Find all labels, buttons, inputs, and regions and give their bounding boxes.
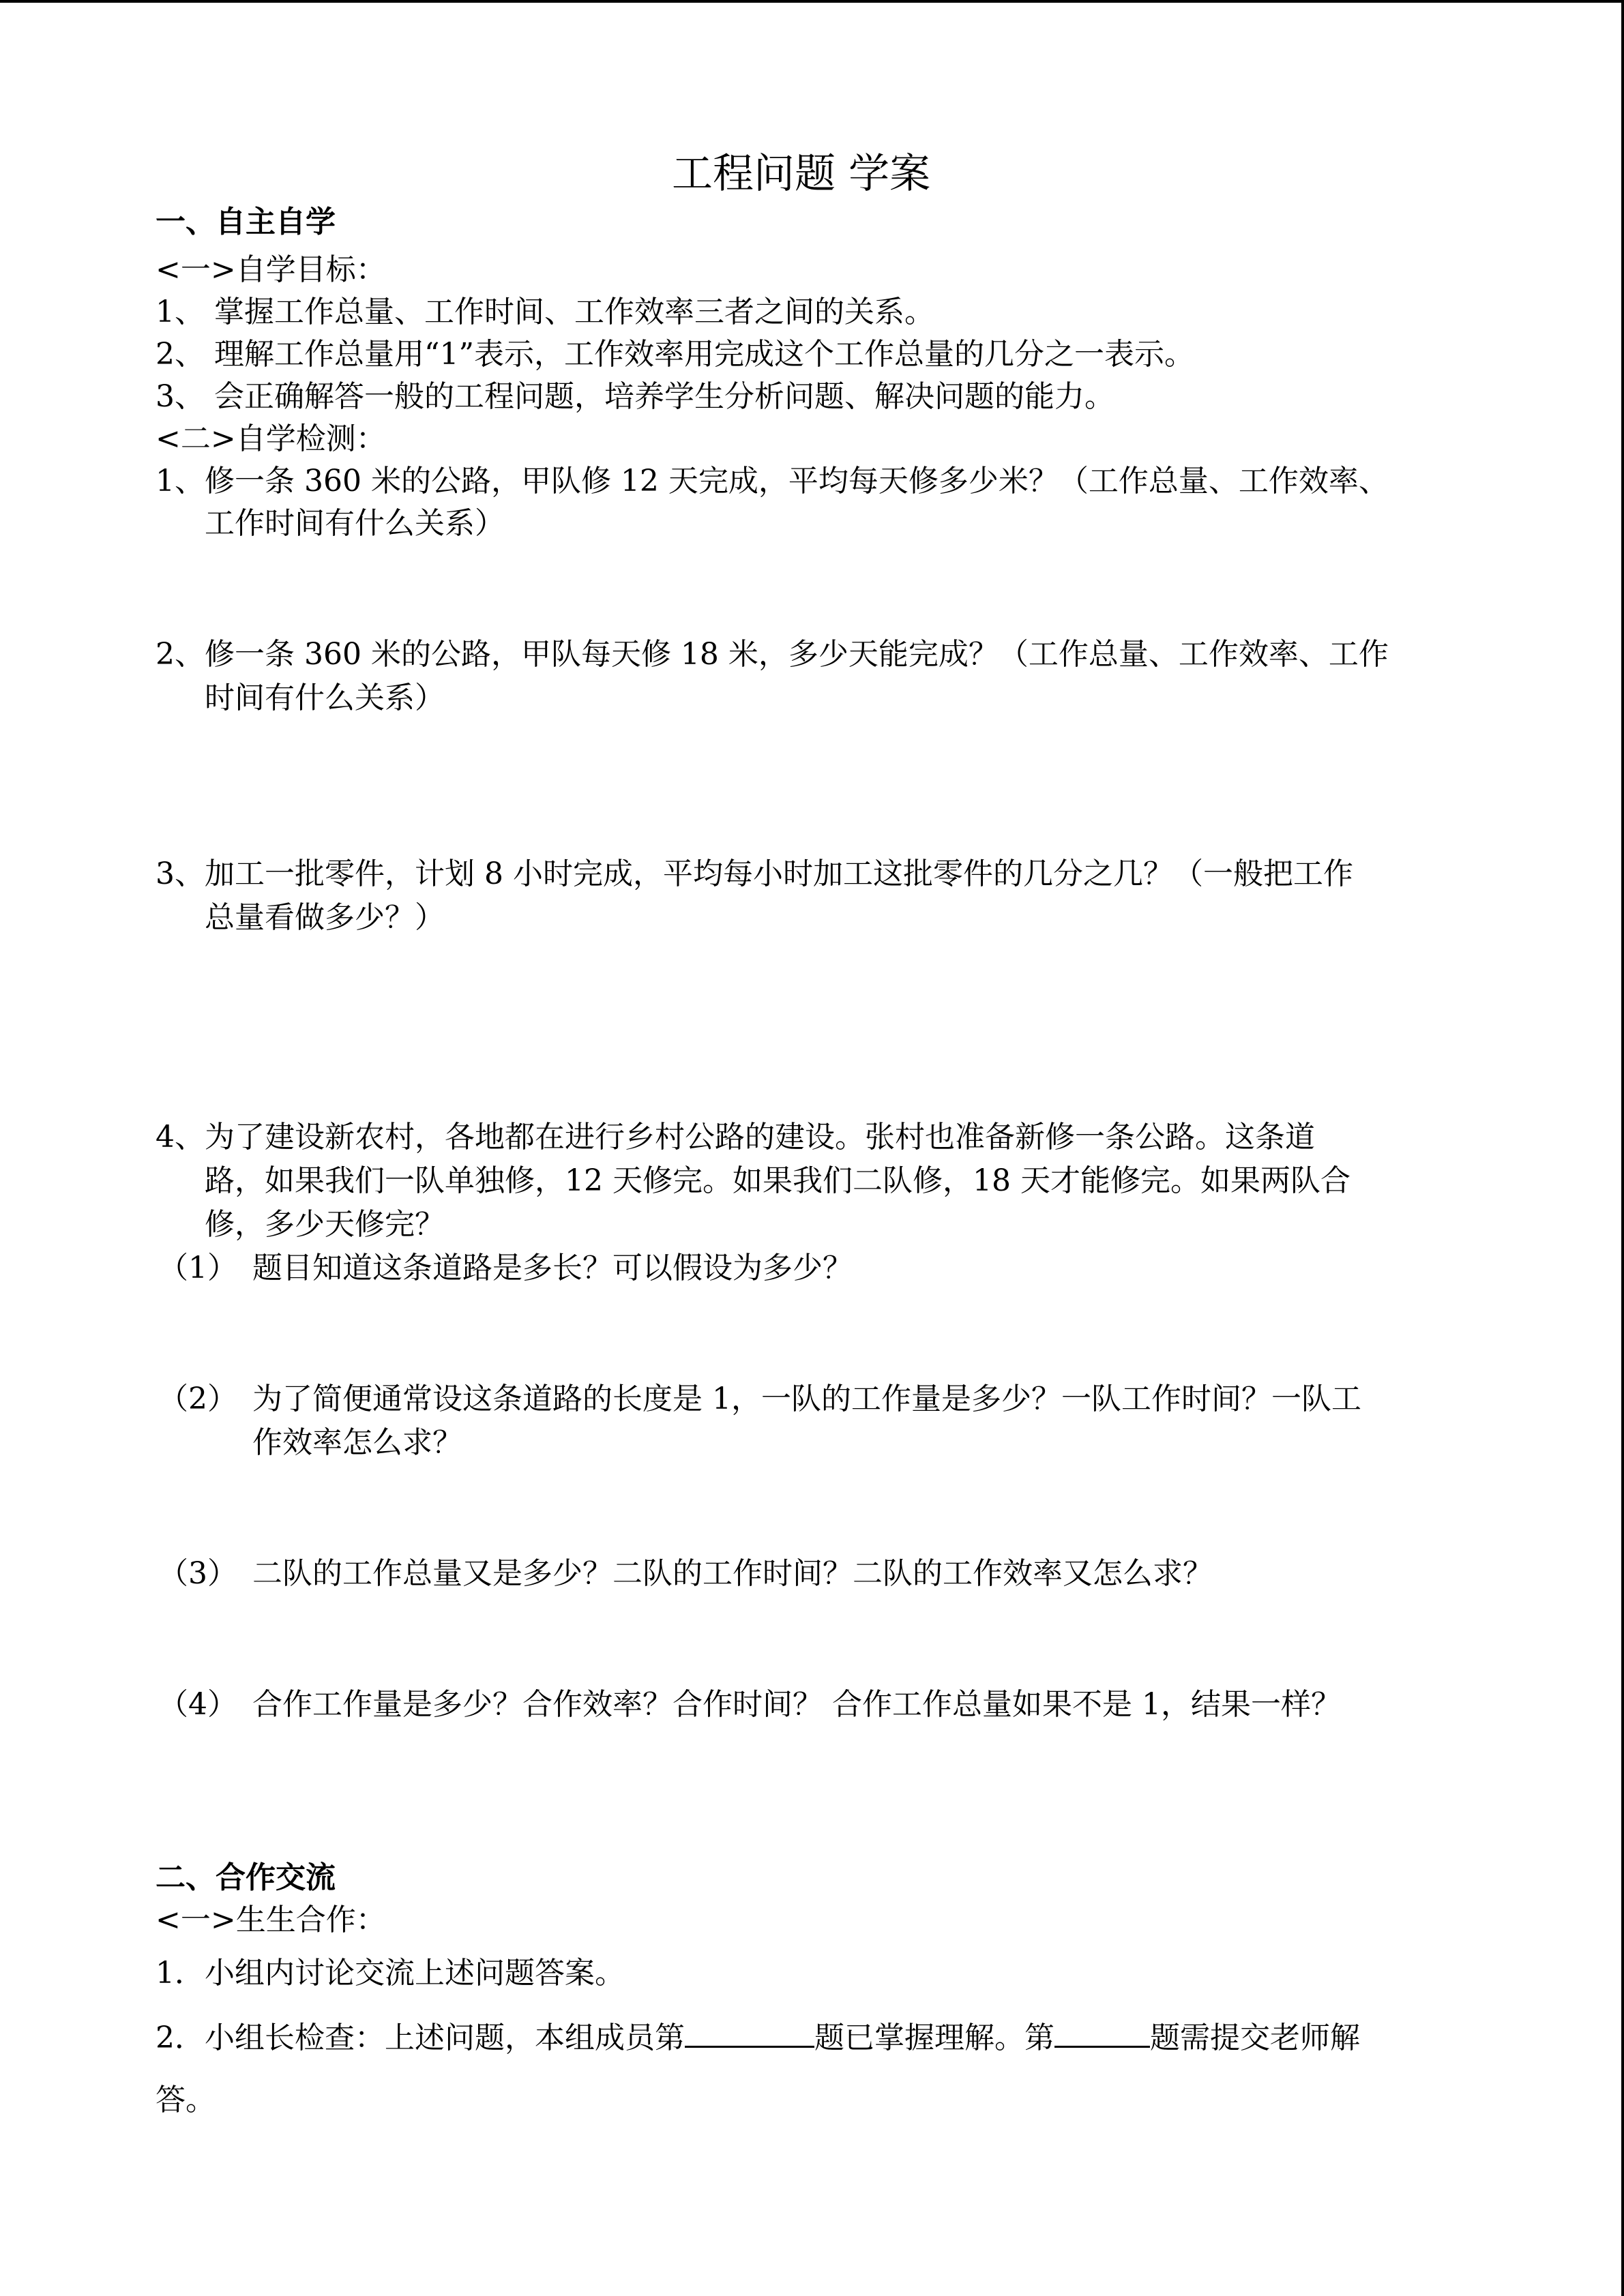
subquestion-number: （4）	[158, 1687, 237, 1722]
coop-label: <一>生生合作：	[156, 1903, 386, 1937]
question-4-line3: 修，多少天修完？	[205, 1207, 445, 1242]
subquestion-text: 合作工作量是多少？合作效率？合作时间？ 合作工作总量如果不是 1，结果一样？	[252, 1687, 1341, 1722]
section1-heading: 一、自主自学	[156, 205, 336, 239]
goal-item: 2、 理解工作总量用“1”表示，工作效率用完成这个工作总量的几分之一表示。	[156, 337, 1194, 372]
coop-item-2-text-c: 题需提交老师解	[1150, 2021, 1360, 2055]
page-title: 工程问题 学案	[672, 150, 931, 198]
coop-item-2-text-a: 2．小组长检查：上述问题，本组成员第	[156, 2021, 685, 2055]
coop-item-1: 1．小组内讨论交流上述问题答案。	[156, 1956, 625, 1991]
answer-blank-submit[interactable]	[1054, 2016, 1150, 2048]
goal-item: 3、 会正确解答一般的工程问题，培养学生分析问题、解决问题的能力。	[156, 379, 1114, 414]
subquestion-number: （1）	[158, 1251, 237, 1285]
subquestion-text: 为了简便通常设这条道路的长度是 1，一队的工作量是多少？一队工作时间？一队工	[252, 1382, 1361, 1416]
subquestion-number: （2）	[158, 1382, 237, 1416]
question-1-line1: 1、修一条 360 米的公路，甲队修 12 天完成，平均每天修多少米？（工作总量、工作效率、	[156, 464, 1389, 498]
test-label: <二>自学检测：	[156, 421, 386, 456]
question-1-line2: 工作时间有什么关系）	[205, 506, 505, 541]
question-2-line1: 2、修一条 360 米的公路，甲队每天修 18 米，多少天能完成？（工作总量、工作效率、工作	[156, 637, 1389, 672]
question-3-line2: 总量看做多少？）	[205, 900, 445, 935]
subquestion-text: 题目知道这条道路是多长？可以假设为多少？	[252, 1251, 853, 1285]
goals-label: <一>自学目标：	[156, 252, 386, 287]
coop-item-2-cont: 答。	[156, 2083, 216, 2117]
coop-item-2	[156, 2016, 1360, 2059]
question-4-line2: 路，如果我们一队单独修，12 天修完。如果我们二队修，18 天才能修完。如果两队合	[205, 1163, 1350, 1198]
subquestion-text-cont: 作效率怎么求？	[252, 1425, 462, 1460]
answer-blank-mastered[interactable]	[685, 2016, 814, 2048]
subquestion-number: （3）	[158, 1556, 237, 1591]
goal-item: 1、 掌握工作总量、工作时间、工作效率三者之间的关系。	[156, 295, 934, 329]
coop-item-2-text-b: 题已掌握理解。第	[814, 2021, 1054, 2055]
question-4-line1: 4、为了建设新农村，各地都在进行乡村公路的建设。张村也准备新修一条公路。这条道	[156, 1120, 1315, 1154]
subquestion-text: 二队的工作总量又是多少？二队的工作时间？二队的工作效率又怎么求？	[252, 1556, 1213, 1591]
page-border-right	[1621, 0, 1624, 2296]
question-2-line2: 时间有什么关系）	[205, 681, 445, 715]
page-border-top	[0, 0, 1624, 3]
section2-heading: 二、合作交流	[156, 1860, 336, 1895]
question-3-line1: 3、加工一批零件，计划 8 小时完成，平均每小时加工这批零件的几分之几？（一般把工作	[156, 856, 1353, 891]
